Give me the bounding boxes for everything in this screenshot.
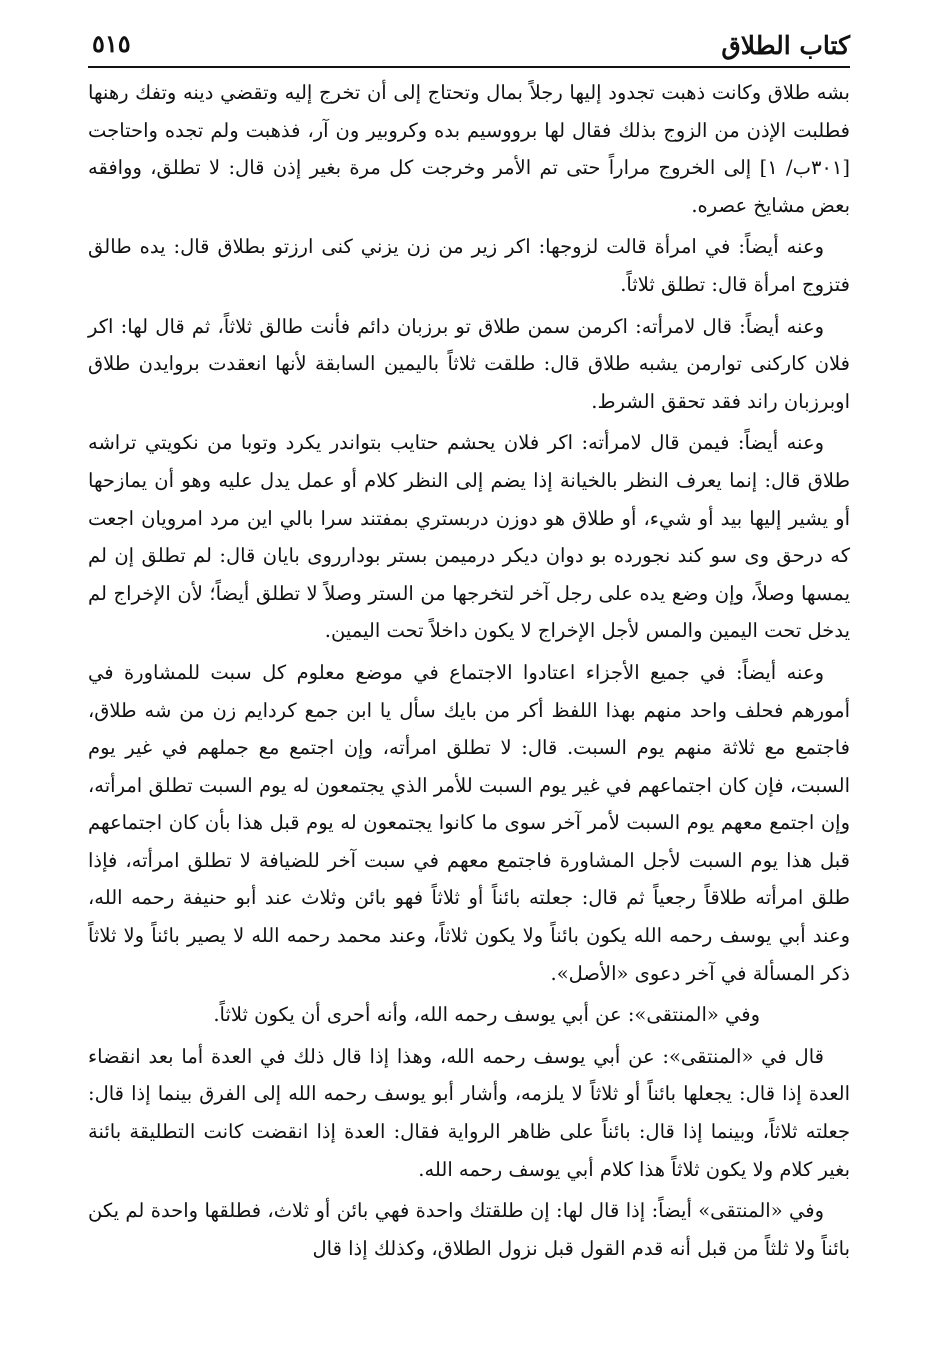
body-text bbox=[88, 74, 850, 1267]
page-number: ٥١٥ bbox=[92, 29, 131, 58]
paragraph: وعنه أيضاً: فيمن قال لامرأته: اكر فلان يحشم حتايب بتواندر يكرد وتوبا من نكويتي تراشه طلاق قال: إنما يعرف النظر بالخيانة إذا يضم إلى النظر كلام أو عمل يدل عليه وهو أن يمازحها أو يشير إليها بيد أو شيء، أو طلاق هو دوزن دربستري بمفتند سرا بالي اين مرد امرويان اجعت كه درحق وى سو كند نجورده بو دوان ديكر درميمن بستر بودارروى بايان قال: لم تطلق إن لم يمسها وصلاً، وإن وضع يده على رجل آخر لتخرجها من الستر وصلاً لا تطلق أيضاً؛ لأن الإخراج لم يدخل تحت اليمين والمس لأجل الإخراج لا يكون داخلاً تحت اليمين. bbox=[88, 431, 850, 643]
paragraph: وفي «المنتقى»: عن أبي يوسف رحمه الله، وأنه أحرى أن يكون ثلاثاً. bbox=[213, 1003, 760, 1027]
paragraph: وعنه أيضاً: في جميع الأجزاء اعتادوا الاجتماع في موضع معلوم كل سبت للمشاورة في أمورهم فحلف واحد منهم بهذا اللفظ أكر من بايك سأل يا ابن جمع كردايم زن من شه طلاق، فاجتمع مع ثلاثة منهم يوم السبت. قال: لا تطلق امرأته، وإن اجتمع مع جملهم في غير يوم السبت، فإن كان اجتماعهم في غير يوم السبت للأمر الذي يجتمعون له يوم السبت تطلق امرأته، وإن اجتمع معهم يوم السبت لأمر آخر سوى ما كانوا يجتمعون له يوم قبل هذا بأن كان اجتماعهم قبل هذا يوم السبت لأجل المشاورة فاجتمع معهم في سبت آخر للضيافة لا تطلق امرأته، فإذا طلق امرأته طلاقاً رجعياً ثم قال: جعلته بائناً أو ثلاثاً فهو بائن وثلاث عند أبو حنيفة رحمه الله، وعند أبي يوسف رحمه الله يكون بائناً ولا يكون ثلاثاً، وعند محمد رحمه الله لا يصير بائناً ولا ثلاثاً ذكر المسألة في آخر دعوى «الأصل». bbox=[88, 660, 850, 985]
paragraph: وفي «المنتقى» أيضاً: إذا قال لها: إن طلقتك واحدة فهي بائن أو ثلاث، فطلقها واحدة لم يكن بائناً ولا ثلثاً من قبل أنه قدم القول قبل نزول الطلاق، وكذلك إذا قال bbox=[88, 1199, 850, 1260]
paragraph: وعنه أيضاً: في امرأة قالت لزوجها: اكر زير من زن يزني كنى ارزتو بطلاق قال: يده طالق فتزوج امرأة قال: تطلق ثلاثاً. bbox=[88, 235, 850, 296]
paragraph: بشه طلاق وكانت ذهبت تجدود إليها رجلاً بمال وتحتاج إلى أن تخرج إليه وتقضي دينه وتفك رهنها فطلبت الإذن من الزوج بذلك فقال لها برووسيم بده وكروبير ون آر، فذهبت ولم تجده واحتاجت [٣٠١ب/ ١] إلى الخروج مراراً حتى تم الأمر وخرجت كل مرة بغير إذن قال: لا تطلق، ووافقه بعض مشايخ عصره. bbox=[88, 81, 850, 217]
paragraph: وعنه أيضاً: قال لامرأته: اكرمن سمن طلاق تو برزبان دائم فأنت طالق ثلاثاً، ثم قال لها: اكر فلان كاركنى توارمن يشبه طلاق قال: طلقت ثلاثاً باليمين السابقة لأنها انعقدت بروايدن طلاق اوبرزبان راند فقد تحقق الشرط. bbox=[88, 314, 850, 413]
page-header bbox=[88, 22, 850, 68]
paragraph: قال في «المنتقى»: عن أبي يوسف رحمه الله، وهذا إذا قال ذلك في العدة أما بعد انقضاء العدة إذا قال: يجعلها بائناً أو ثلاثاً لا يلزمه، وأشار أبو يوسف رحمه الله إلى الفرق بينما إذا قال: جعلته ثلاثاً، وبينما إذا قال: بائناً على ظاهر الرواية فقال: العدة إذا انقضت كانت التطليقة بائنة بغير كلام ولا يكون ثلاثاً هذا كلام أبي يوسف رحمه الله. bbox=[88, 1044, 850, 1181]
running-title: كتاب الطلاق bbox=[721, 31, 850, 60]
book-page bbox=[88, 22, 850, 1342]
